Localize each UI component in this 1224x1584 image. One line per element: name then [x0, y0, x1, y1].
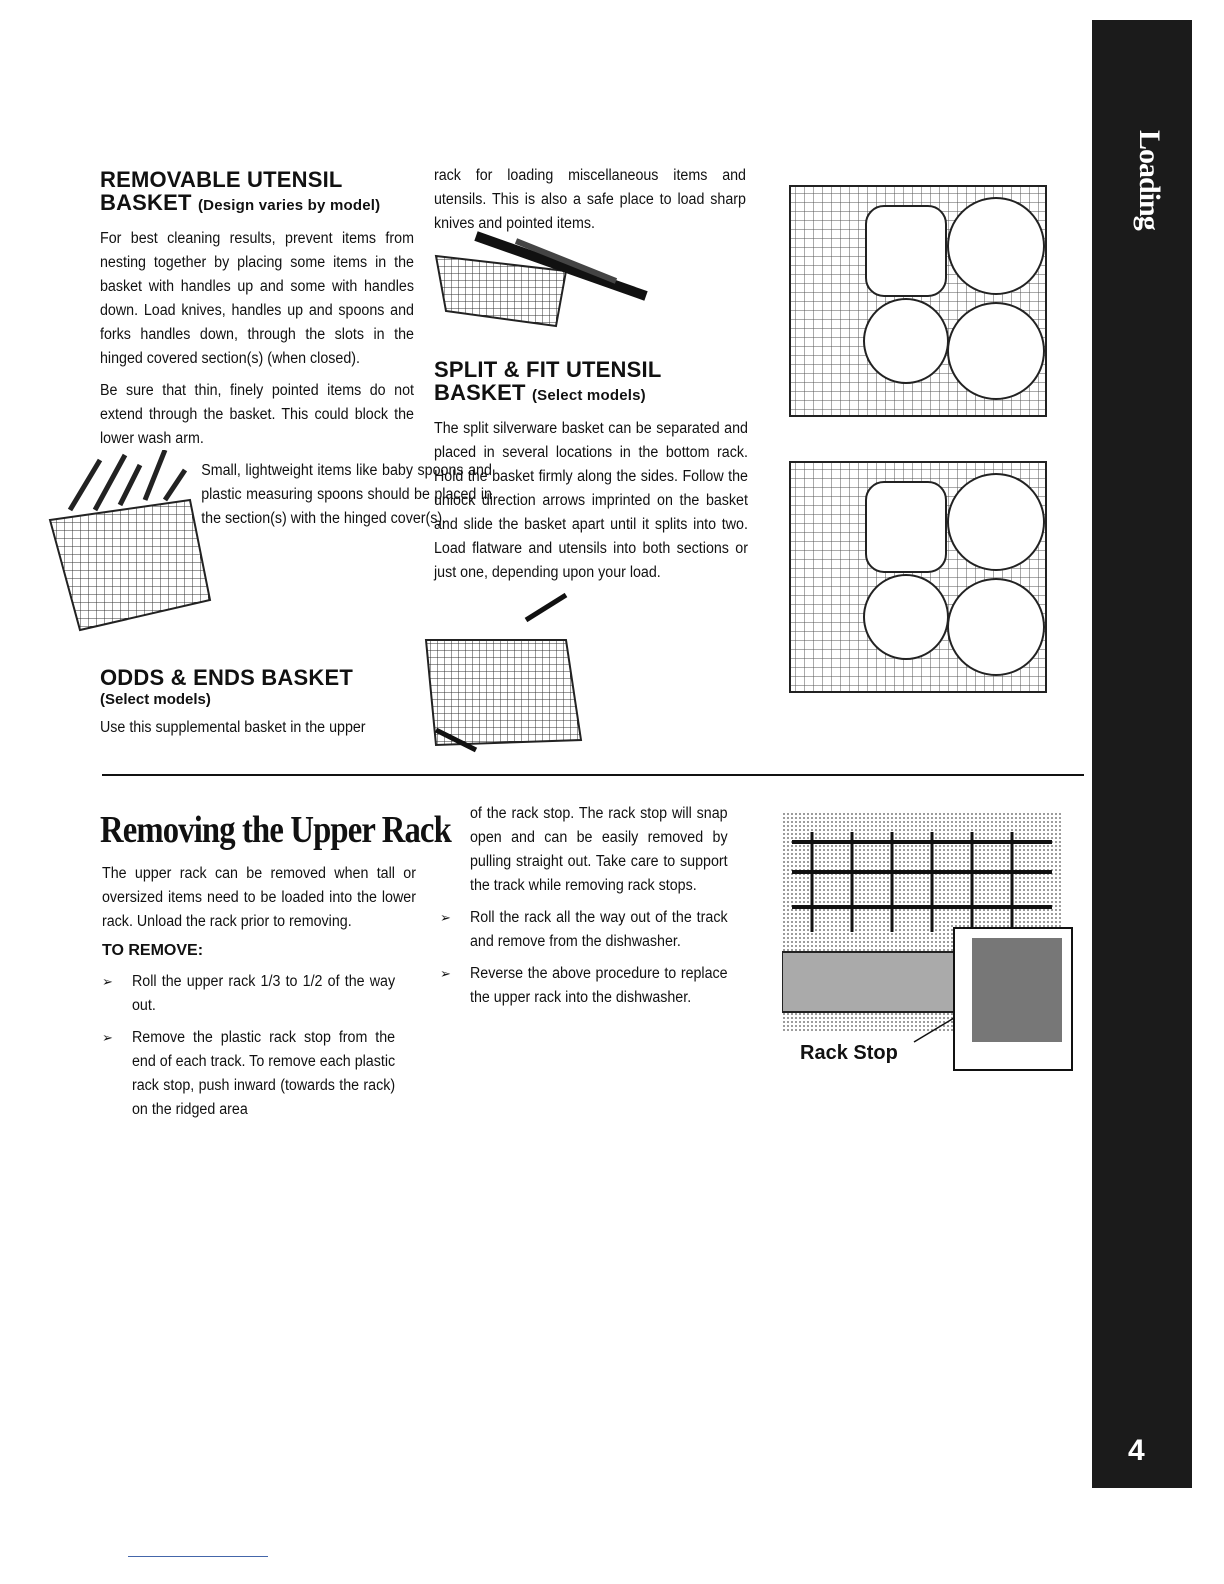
step-2-continued: of the rack stop. The rack stop will snap open and can be easily removed by pulling straight out. Take care to support the track while removing rack stops. [470, 805, 728, 894]
removable-basket-title: REMOVABLE UTENSIL [100, 167, 343, 192]
footer-rule [128, 1556, 268, 1557]
removable-basket-para: For best cleaning results, prevent items from nesting together by placing some items in the basket with handles up and some with handles down. Load knives, handles up and spoons and forks handles down, through the slots in the hinged covered section(s) (when closed). [100, 230, 414, 367]
section-divider [102, 774, 1084, 776]
removable-basket-para-2: Be sure that thin, finely pointed items do not extend through the basket. This could block the lower wash arm. [100, 382, 414, 447]
upper-rack-illustration-2 [786, 442, 1052, 700]
odds-ends-para: Use this supplemental basket in the upper [100, 719, 366, 736]
odds-ends-para-2: rack for loading miscellaneous items and utensils. This is also a safe place to load sharp knives and pointed items. [434, 167, 746, 232]
step-1: ➢ Roll the upper rack 1/3 to 1/2 of the way out. [102, 973, 396, 1014]
odds-ends-basket-illustration [416, 196, 666, 336]
odds-ends-title: ODDS & ENDS BASKET [100, 665, 353, 690]
removing-column-left [102, 862, 418, 1130]
sidebar-section-label: Loading [1133, 130, 1166, 230]
upper-rack-illustration-1 [786, 166, 1052, 424]
removable-basket-para-3: Small, lightweight items like baby spoons and plastic measuring spoons should be placed in the section(s) with the hinged cover(s). [201, 462, 492, 527]
split-basket-illustration [416, 580, 596, 755]
removing-title: Removing the Upper Rack [100, 809, 451, 851]
split-fit-para: The split silverware basket can be separated and placed in several locations in the bottom rack. Hold the basket firmly along the sides. Follow the unlock direction arrows imprinted on the basket and slide the basket apart until it splits into two. Load flatware and utensils into both sections or just one, depending upon your load. [434, 420, 748, 581]
to-remove-heading: TO REMOVE: [102, 942, 204, 959]
utensil-basket-illustration [40, 450, 220, 640]
removing-intro: The upper rack can be removed when tall or oversized items need to be loaded into the lower rack. Unload the rack prior to removing. [102, 865, 416, 930]
step-2: ➢ Remove the plastic rack stop from the end of each track. To remove each plastic rack stop, push inward (towards the rack) on the ridged area [102, 1029, 396, 1118]
odds-ends-sub: (Select models) [100, 691, 211, 708]
step-3: ➢ Roll the rack all the way out of the track and remove from the dishwasher. [440, 909, 728, 950]
split-fit-section [434, 358, 750, 593]
removable-basket-title-2: BASKET (Design varies by model) [100, 190, 381, 215]
page-number: 4 [1128, 1434, 1145, 1467]
rack-stop-label: Rack Stop [800, 1042, 898, 1064]
odds-ends-section [100, 666, 416, 748]
rack-stop-illustration [782, 812, 1076, 1076]
removing-column-middle [440, 802, 750, 1018]
split-fit-title: SPLIT & FIT UTENSIL [434, 357, 662, 382]
step-4: ➢ Reverse the above procedure to replace the upper rack into the dishwasher. [440, 965, 728, 1006]
split-fit-title-2: BASKET (Select models) [434, 380, 646, 405]
